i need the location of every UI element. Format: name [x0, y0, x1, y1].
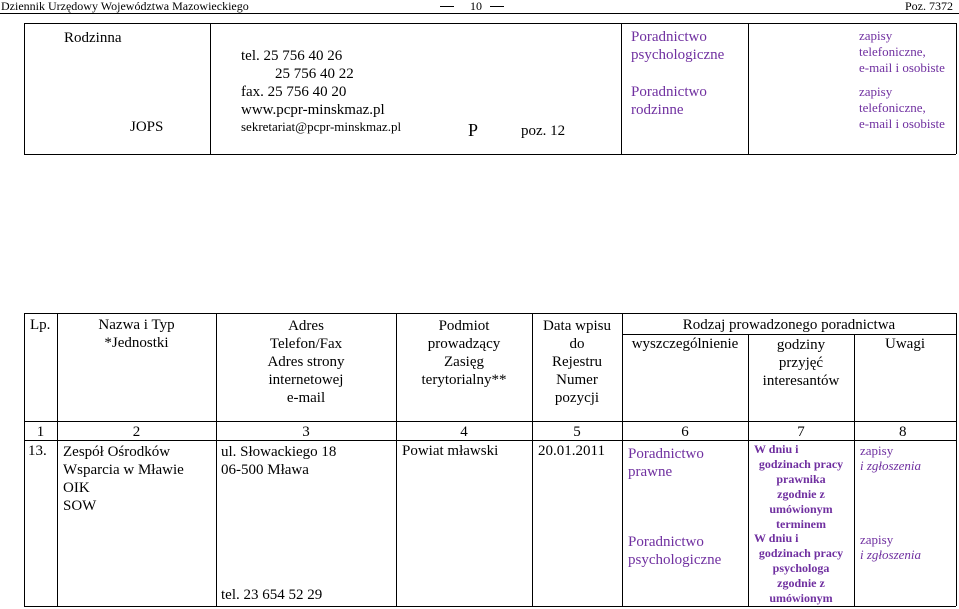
row-name-line: OIK [63, 480, 90, 496]
service-name-line: rodzinne [631, 102, 684, 118]
header-name [57, 317, 216, 351]
header-dash-left [440, 6, 454, 7]
main-table-line [24, 313, 956, 314]
header-rule [0, 13, 959, 14]
column-number: 3 [302, 424, 310, 440]
service-notes-line: zapisy [860, 443, 894, 458]
header-address-line: internetowej [268, 372, 344, 388]
column-number: 4 [460, 424, 468, 440]
unit-type: JOPS [130, 119, 164, 135]
service-hours-line: prawnika [776, 472, 826, 486]
header-address [216, 317, 396, 407]
service-notes [860, 532, 921, 562]
contact-phone-1: tel. 25 756 40 26 [241, 48, 343, 64]
service-notes-line: telefoniczne, [859, 100, 926, 115]
row-name-line: SOW [63, 498, 97, 514]
service-hours [748, 442, 854, 532]
position-number: Poz. 7372 [905, 0, 953, 13]
service-notes-line: zapisy [859, 28, 893, 43]
row-lp: 13. [28, 443, 47, 459]
header-address-line: e-mail [286, 390, 326, 406]
header-lp: Lp. [30, 317, 51, 333]
main-table-line [24, 421, 956, 422]
row-subject: Powiat mławski [402, 443, 499, 459]
header-name-line: *Jednostki [104, 335, 169, 351]
main-table-line [622, 334, 956, 335]
service-hours-line: W dniu i [754, 531, 799, 545]
main-table-line [57, 313, 58, 606]
top-table-line [621, 23, 622, 154]
header-subject-line: Podmiot [438, 318, 490, 334]
journal-title: Dziennik Urzędowy Województwa Mazowieckiego [1, 0, 249, 13]
contact-phone-2: 25 756 40 22 [275, 66, 354, 82]
service-notes-line: i zgłoszenia [860, 547, 922, 562]
service-name-line: Poradnictwo [631, 84, 707, 100]
service-hours-line: umówionym [769, 502, 833, 516]
service-hours [748, 531, 854, 606]
service-notes-line: zapisy [860, 532, 894, 547]
service-hours-line: godzinach pracy [758, 546, 844, 560]
row-name-line: Wsparcia w Mławie [63, 462, 184, 478]
header-date-line: Data wpisu [543, 318, 611, 334]
main-table-line [956, 313, 957, 606]
service-notes-line: i zgłoszenia [860, 458, 922, 473]
column-number: 1 [36, 424, 45, 440]
header-hours-line: interesantów [762, 373, 840, 389]
header-notes: Uwagi [885, 336, 925, 352]
top-table-line [24, 23, 25, 154]
main-table-line [622, 313, 623, 606]
header-date-line: do [569, 336, 585, 352]
header-subject-line: terytorialny** [421, 372, 507, 388]
main-table-line [24, 313, 25, 606]
column-number: 7 [797, 424, 805, 440]
service-hours-line: zgodnie z [777, 576, 825, 590]
header-address-line: Adres strony [267, 354, 345, 370]
service-hours-line: terminem [776, 517, 826, 531]
header-address-line: Adres [288, 318, 324, 334]
unit-name: Rodzinna [64, 30, 122, 46]
main-table-line [854, 334, 855, 606]
header-subject-line: prowadzący [427, 336, 501, 352]
service-hours-line: psychologa [772, 561, 830, 575]
top-table-line [956, 23, 957, 154]
header-subject [396, 317, 532, 389]
contact-website: www.pcpr-minskmaz.pl [241, 102, 385, 118]
entry-position: poz. 12 [521, 123, 566, 139]
top-table-line [24, 23, 956, 24]
top-table-line [210, 23, 211, 154]
service-hours-line: zgodnie z [777, 487, 825, 501]
column-number: 2 [132, 424, 141, 440]
row-date: 20.01.2011 [538, 443, 605, 459]
header-dash-right [490, 6, 504, 7]
service-hours-line: godzinach pracy [758, 457, 844, 471]
top-table-line [24, 154, 956, 155]
header-hours-line: przyjęć [778, 355, 824, 371]
service-name [628, 533, 721, 569]
column-number: 5 [573, 424, 581, 440]
header-group: Rodzaj prowadzonego poradnictwa [682, 317, 896, 333]
row-phone: tel. 23 654 52 29 [221, 587, 323, 603]
service-notes-line: telefoniczne, [859, 44, 926, 59]
header-date-line: Numer [556, 372, 598, 388]
header-date-line: Rejestru [552, 354, 602, 370]
header-date [532, 317, 622, 407]
row-address [221, 443, 336, 479]
header-hours [748, 336, 854, 390]
header-address-line: Telefon/Fax [269, 336, 343, 352]
header-hours-line: godziny [776, 337, 826, 353]
service-notes-line: e-mail i osobiste [859, 116, 945, 131]
row-address-line: 06-500 Mława [221, 462, 309, 478]
service-hours-line: W dniu i [754, 442, 799, 456]
main-table-line [24, 606, 956, 607]
header-name-line: Nazwa i Typ [98, 317, 175, 333]
service-name-line: psychologiczne [631, 47, 725, 63]
header-date-line: pozycji [554, 390, 600, 406]
contact-email: sekretariat@pcpr-minskmaz.pl [241, 119, 402, 134]
row-address-line: ul. Słowackiego 18 [221, 444, 337, 460]
service-notes-line: zapisy [859, 84, 893, 99]
header-spec: wyszczególnienie [631, 336, 739, 352]
service-notes [860, 443, 921, 473]
row-name [63, 443, 184, 515]
header-subject-line: Zasięg [444, 354, 484, 370]
service-name-line: Poradnictwo [628, 534, 704, 550]
service-name-line: Poradnictwo [628, 446, 704, 462]
column-number: 6 [681, 424, 689, 440]
row-name-line: Zespół Ośrodków [63, 444, 171, 460]
service-notes-line: e-mail i osobiste [859, 60, 945, 75]
service-name [628, 445, 704, 481]
service-name-line: psychologiczne [628, 552, 722, 568]
service-hours-line: umówionym [769, 591, 833, 605]
subject-code: P [468, 120, 479, 140]
column-number: 8 [899, 424, 907, 440]
service-name-line: Poradnictwo [631, 29, 707, 45]
service-name-line: prawne [628, 464, 673, 480]
page-number: 10 [470, 0, 482, 13]
main-table-line [24, 440, 956, 441]
top-table-line [748, 23, 749, 154]
contact-fax: fax. 25 756 40 20 [241, 84, 347, 100]
